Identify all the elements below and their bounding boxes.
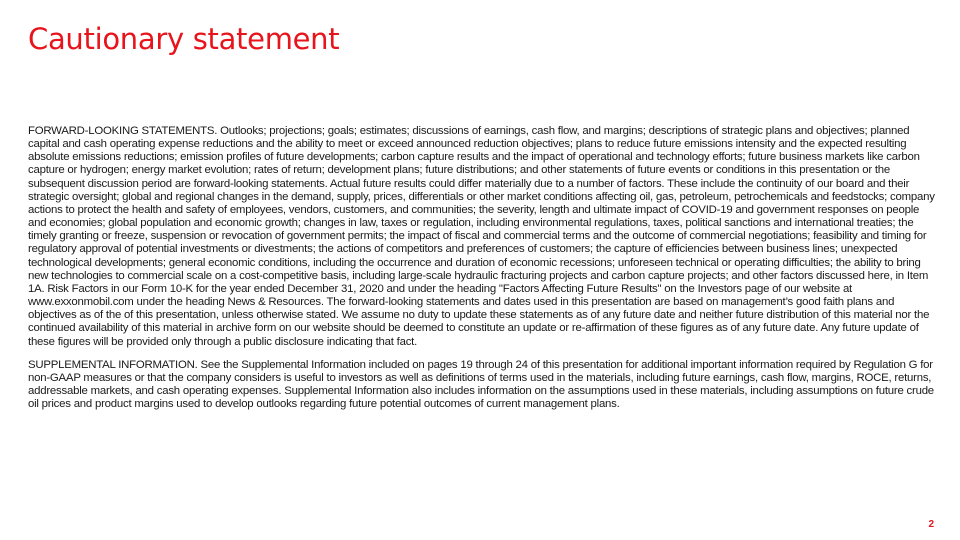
supplemental-information-paragraph: SUPPLEMENTAL INFORMATION. See the Supplemental Information included on pages 19 through 24 of this presentation for additional important information required by Regulation G for non-GAAP measures or that the company considers is useful to investors as well as definitions of terms used in the materials, including future earnings, cash flow, margins, ROCE, returns, addressable markets, and cash operating expenses. Supplemental Information also includes information on the assumptions used in these materials, including assumptions on future crude oil prices and product margins used to develop outlooks regarding future potential outcomes of current management plans. (28, 358, 934, 411)
forward-looking-paragraph: FORWARD-LOOKING STATEMENTS. Outlooks; projections; goals; estimates; discussions of earnings, cash flow, and margins; descriptions of strategic plans and objectives; planned capital and cash operating expense reductions and the ability to meet or exceed announced reduction objectives; plans to reduce future emissions intensity and the expected resulting absolute emissions reductions; emission profiles of future developments; carbon capture results and the impact of operational and technology efforts; future business markets like carbon capture or hydrogen; energy market evolution; rates of return; development plans; future distributions; and other statements of future events or conditions in this presentation or the subsequent discussion period are forward-looking statements. Actual future results could differ materially due to a number of factors. These include the continuity of our board and their strategic oversight; global and regional changes in the demand, supply, prices, differentials or other market conditions affecting oil, gas, petroleum, petrochemicals and feedstocks; company actions to protect the health and safety of employees, vendors, customers, and communities; the severity, length and ultimate impact of COVID-19 and government responses on people and economies; global population and economic growth; changes in law, taxes or regulation, including environmental regulations, taxes, political sanctions and international treaties; the timely granting or freeze, suspension or revocation of government permits; the impact of fiscal and commercial terms and the outcome of commercial negotiations; feasibility and timing for regulatory approval of potential investments or divestments; the actions of competitors and preferences of customers; the capture of efficiencies between business lines; unexpected technological developments; general economic conditions, including the occurrence and duration of economic recessions; unforeseen technical or operating difficulties; the ability to bring new technologies to commercial scale on a cost-competitive basis, including large-scale hydraulic fracturing projects and carbon capture projects; and other factors discussed here, in Item 1A. Risk Factors in our Form 10-K for the year ended December 31, 2020 and under the heading "Factors Affecting Future Results" on the Investors page of our website at www.exxonmobil.com under the heading News & Resources. The forward-looking statements and dates used in this presentation are based on management’s good faith plans and objectives as of the of this presentation, unless otherwise stated. We assume no duty to update these statements as of any future date and neither future distribution of this material nor the continued availability of this material in archive form on our website should be deemed to constitute an update or re-affirmation of these figures as of any future date. Any future update of these figures will be provided only through a public disclosure indicating that fact. (28, 125, 935, 348)
slide-title: Cautionary statement (28, 22, 340, 56)
cautionary-body (28, 125, 940, 421)
page-number: 2 (928, 519, 934, 530)
